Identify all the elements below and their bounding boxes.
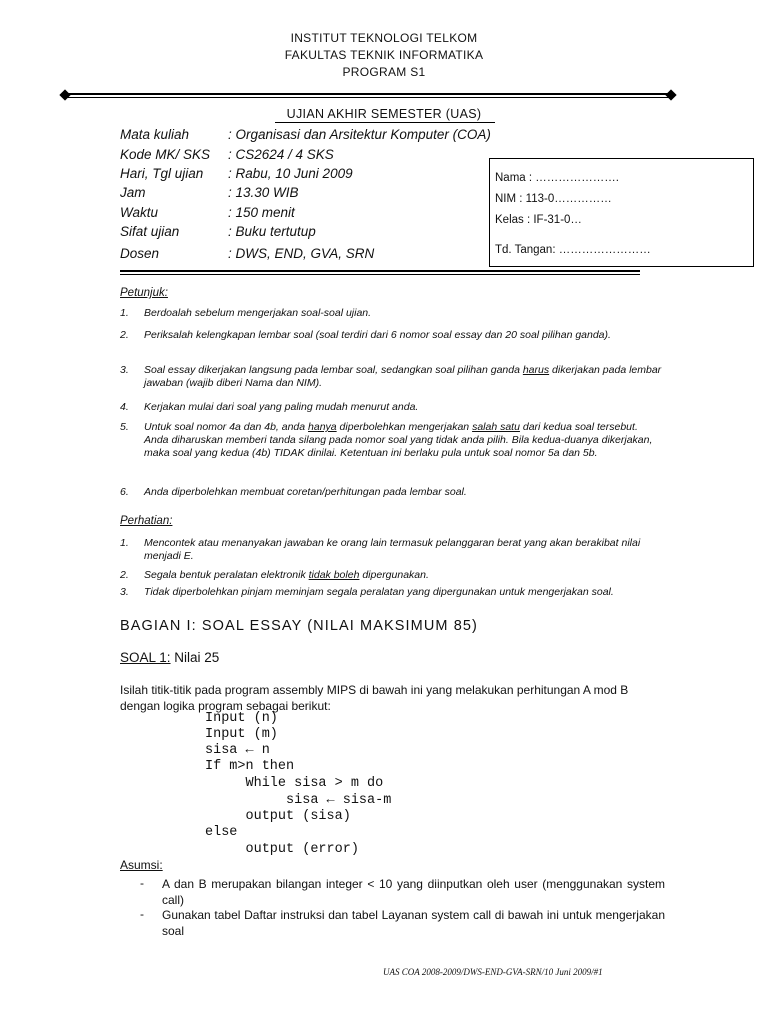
exam-title: UJIAN AKHIR SEMESTER (UAS)	[286, 107, 482, 121]
question-heading: SOAL 1: Nilai 25	[120, 650, 220, 665]
info-value: : Buku tertutup	[228, 224, 316, 239]
info-value: : 150 menit	[228, 205, 295, 220]
info-label: Mata kuliah	[120, 127, 190, 142]
exam-title-underline	[275, 122, 495, 123]
bullet: -	[140, 907, 144, 921]
code-line: sisa ← sisa-m	[205, 793, 392, 808]
instructions-title: Petunjuk:	[120, 287, 168, 299]
code-line: While sisa > m do	[205, 776, 384, 791]
info-label: Kode MK/ SKS	[120, 147, 211, 162]
attention-title: Perhatian:	[120, 515, 173, 527]
info-label: Dosen	[120, 246, 160, 261]
name-field[interactable]: Nama : ………………….	[495, 172, 619, 184]
info-label: Waktu	[120, 205, 159, 220]
info-rule	[120, 270, 640, 272]
info-value: : DWS, END, GVA, SRN	[228, 246, 375, 261]
code-line: output (sisa)	[205, 809, 351, 824]
info-label: Jam	[120, 185, 146, 200]
signature-field[interactable]: Td. Tangan: ……………………	[495, 244, 651, 256]
student-identity-box	[489, 158, 754, 267]
assumptions-title: Asumsi:	[120, 858, 163, 872]
info-value: : 13.30 WIB	[228, 185, 299, 200]
info-value: : CS2624 / 4 SKS	[228, 147, 334, 162]
code-line: else	[205, 825, 238, 840]
nim-field[interactable]: NIM : 113-0……………	[495, 193, 612, 205]
bullet: -	[140, 876, 144, 890]
institution-name: INSTITUT TEKNOLOGI TELKOM	[290, 31, 478, 45]
info-label: Sifat ujian	[120, 224, 180, 239]
code-line: If m>n then	[205, 759, 295, 774]
program-name: PROGRAM S1	[342, 65, 426, 79]
class-field[interactable]: Kelas : IF-31-0…	[495, 214, 582, 226]
assumption-item: Gunakan tabel Daftar instruksi dan tabel Layanan system call di bawah ini untuk mengerjakan soal	[162, 908, 665, 938]
info-label: Hari, Tgl ujian	[120, 166, 204, 181]
section-heading: BAGIAN I: SOAL ESSAY (NILAI MAKSIMUM 85)	[120, 618, 478, 634]
info-rule-thin	[120, 274, 640, 275]
page-footer: UAS COA 2008-2009/DWS-END-GVA-SRN/10 Juni 2009/#1	[383, 967, 603, 977]
code-line: output (error)	[205, 842, 359, 857]
code-line: Input (n)	[205, 711, 278, 726]
question-intro: Isilah titik-titik pada program assembly MIPS di bawah ini yang melakukan perhitungan A mod B dengan logika program sebagai berikut:	[120, 683, 629, 713]
faculty-name: FAKULTAS TEKNIK INFORMATIKA	[284, 48, 484, 62]
info-value: : Organisasi dan Arsitektur Komputer (COA)	[228, 127, 491, 142]
code-line: Input (m)	[205, 727, 278, 742]
info-value: : Rabu, 10 Juni 2009	[228, 166, 353, 181]
assumption-item: A dan B merupakan bilangan integer < 10 yang diinputkan oleh user (menggunakan system call)	[162, 877, 665, 907]
code-line: sisa ← n	[205, 743, 270, 758]
